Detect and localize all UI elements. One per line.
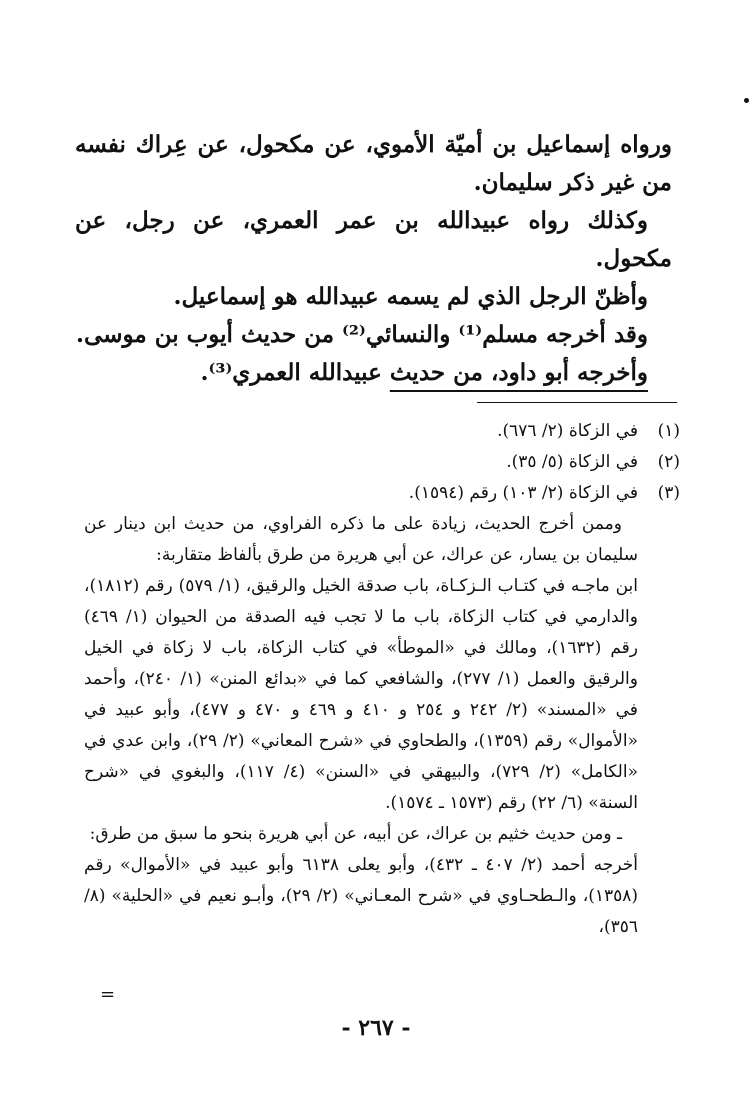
footnotes	[84, 416, 680, 943]
main-paragraph: ورواه إسماعيل بن أميّة الأموي، عن مكحول، عن عِراك نفسه من غير ذكر سليمان.	[75, 131, 672, 196]
footnote-1	[84, 416, 680, 447]
footnote-2	[84, 447, 680, 478]
main-text	[75, 126, 672, 392]
footnote-number: (٢)	[657, 452, 680, 472]
footnote-paragraph: وممن أخرج الحديث، زيادة على ما ذكره الفراوي، من حديث ابن دينار عن سليمان بن يسار، عن عراك، عن أبي هريرة من طرق بألفاظ متقاربة:	[84, 514, 638, 565]
main-paragraph: وكذلك رواه عبيدالله بن عمر العمري، عن رجل، عن مكحول.	[75, 207, 672, 272]
footnote-text: في الزكاة (٥/ ٣٥).	[506, 452, 638, 472]
continuation-mark: =	[100, 984, 116, 1005]
main-paragraph	[75, 354, 672, 392]
underlined-text: وأخرجه أبو داود، من حديث	[389, 359, 648, 386]
footnote-number: (١)	[657, 421, 680, 441]
footnote-paragraph: ـ ومن حديث خثيم بن عراك، عن أبيه، عن أبي هريرة بنحو ما سبق من طرق:	[89, 824, 622, 844]
ink-mark	[744, 98, 749, 103]
footnote-3	[84, 478, 680, 509]
footnote-text: في الزكاة (٢/ ١٠٣) رقم (١٥٩٤).	[408, 483, 638, 503]
footnote-paragraph: ابن ماجـه في كتـاب الـزكـاة، باب صدقة الخيل والرقيق، (١/ ٥٧٩) رقم (١٨١٢)، والدارمي في كتاب الزكاة، باب ما لا تجب فيه الصدقة من الحيوان (١/ ٤٦٩) رقم (١٦٣٢)، ومالك في «الموطأ» في كتاب الزكاة، باب لا زكاة في الخيل والرقيق والعمل (١/ ٢٧٧)، والشافعي كما في «بدائع المنن» (١/ ٢٤٠)، وأحمد في «المسند» (٢/ ٢٤٢ و ٢٥٤ و ٤١٠ و ٤٦٩ و ٤٧٠ و ٤٧٧)، وأبو عبيد في «الأموال» رقم (١٣٥٩)، والطحاوي في «شرح المعاني» (٢/ ٢٩)، وابن عدي في «الكامل» (٢/ ٧٢٩)، والبيهقي في «السنن» (٤/ ١١٧)، والبغوي في «شرح السنة» (٦/ ٢٢) رقم (١٥٧٣ ـ ١٥٧٤).	[84, 576, 638, 813]
footnote-divider	[477, 402, 677, 403]
footnote-number: (٣)	[657, 483, 680, 503]
main-paragraph: وأظنّ الرجل الذي لم يسمه عبيدالله هو إسماعيل.	[173, 283, 648, 310]
page-number: - ٢٦٧ -	[341, 1015, 411, 1041]
main-text-rest: عبيدالله العمري⁽³⁾.	[200, 359, 390, 386]
footnote-paragraph: أخرجه أحمد (٢/ ٤٠٧ ـ ٤٣٢)، وأبو يعلى ٦١٣٨ وأبو عبيد في «الأموال» رقم (١٣٥٨)، والـطحـاوي في «شرح المعـاني» (٢/ ٢٩)، وأبـو نعيم في «الحلية» (٨/ ٣٥٦)،	[84, 855, 639, 937]
main-paragraph: وقد أخرجه مسلم⁽¹⁾ والنسائي⁽²⁾ من حديث أيوب بن موسى.	[76, 321, 648, 348]
footnote-text: في الزكاة (٢/ ٦٧٦).	[497, 421, 638, 441]
